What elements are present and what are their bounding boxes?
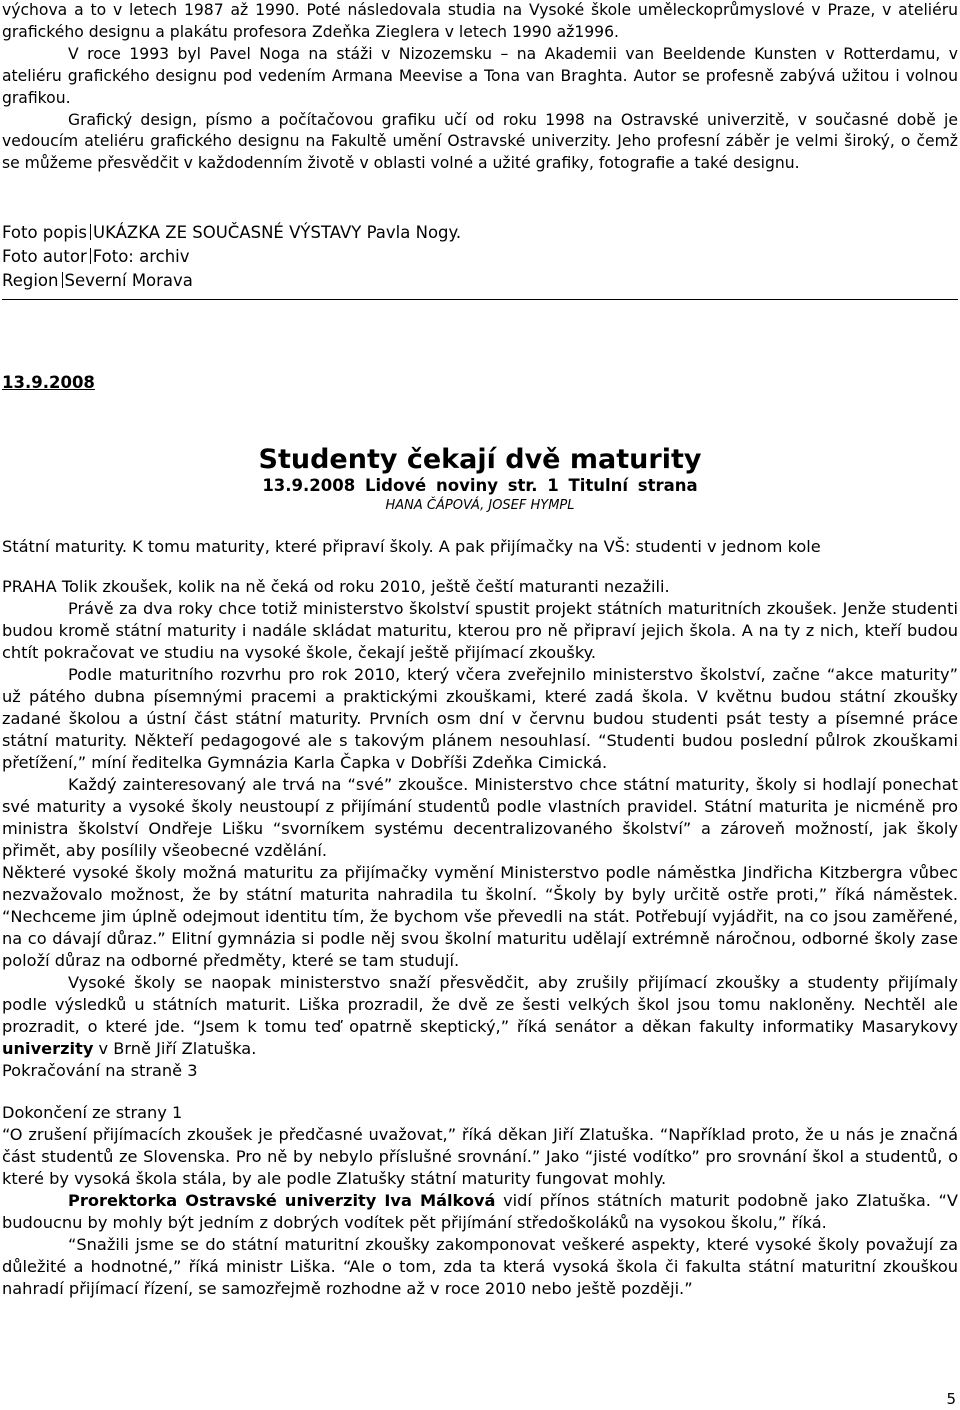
article-date: 13.9.2008 (2, 373, 95, 392)
paragraph: Některé vysoké školy možná maturitu za přijímačky vymění Ministerstvo podle náměstka Jindřicha Kitzbergra vůbec nezvažovalo možnost, že by státní maturita nahradila tu školní. “Školy by byly určitě ostře proti,” říká náměstek. “Nechceme jim úplně odejmout identitu tím, že bychom vše převedli na stát. Potřebují vyjádřit, na co jsou zaměřené, na co dávají důraz.” Elitní gymnázia si podle něj svou školní maturitu udělají extrémně náročnou, odborné školy zase položí důraz na odborné předměty, které se tam studují. (2, 863, 958, 970)
article-body (2, 536, 958, 1300)
paragraph: Právě za dva roky chce totiž ministerstvo školství spustit projekt státních maturitních zkoušek. Jenže studenti budou kromě státní maturity i nadále skládat maturitu, kterou pro ně připraví jejich škola. A na ty z nich, kteří budou chtít pokračovat ve studiu na vysoké škole, čekají ještě přijímací zkoušky. (2, 599, 958, 662)
paragraph: V roce 1993 byl Pavel Noga na stáži v Nizozemsku – na Akademii van Beeldende Kunsten v Rotterdamu, v ateliéru grafického designu pod vedením Armana Meevise a Tona van Braghta. Autor se profesně zabývá užitou i volnou grafikou. (2, 44, 958, 107)
article-lead: Státní maturity. K tomu maturity, které připraví školy. A pak přijímačky na VŠ: studenti v jednom kole (2, 537, 821, 556)
article-source-line: 13.9.2008 Lidové noviny str. 1 Titulní strana (262, 476, 698, 495)
region-label: Region (2, 271, 59, 290)
photo-caption-row (2, 221, 902, 245)
photo-author-value: Foto: archiv (92, 247, 190, 266)
photo-author-row (2, 245, 902, 269)
previous-article-text (2, 0, 958, 175)
bold-text: univerzity (2, 1039, 94, 1058)
paragraph (2, 1190, 958, 1234)
paragraph: Grafický design, písmo a počítačovou grafiku učí od roku 1998 na Ostravské univerzitě, v současné době je vedoucím ateliéru grafického designu na Fakultě umění Ostravské univerzity. Jeho profesní záběr je velmi široký, o čemž se můžeme přesvědčit v každodenním životě v oblasti volné a užité grafiky, fotografie a také designu. (2, 110, 958, 173)
region-row (2, 269, 902, 293)
spacer (2, 1082, 958, 1102)
photo-author-label: Foto autor (2, 247, 87, 266)
paragraph: “Snažili jsme se do státní maturitní zkoušky zakomponovat veškeré aspekty, které vysoké školy považují za důležité a hodnotné,” říká ministr Liška. “Ale o tom, zda ta která vysoká škola či fakulta státní maturitní zkouškou nahradí přijímací řízení, se samozřejmě rozhodne až v roce 2010 nebo ještě později.” (2, 1235, 958, 1298)
continued-note: Pokračování na straně 3 (2, 1061, 198, 1080)
spacer (2, 558, 958, 576)
article-authors: HANA ČÁPOVÁ, JOSEF HYMPL (385, 498, 575, 513)
separator (90, 224, 91, 240)
paragraph: Podle maturitního rozvrhu pro rok 2010, který včera zveřejnilo ministerstvo školství, začne “akce maturity” už pátého dubna písemnými pracemi a praktickými zkouškami, které zadá škola. V květnu budou státní zkoušky zadané školou a ústní část státní maturity. Prvních osm dní v červnu budou studenti psát testy a písemné práce státní maturity. Někteří pedagogové ale s takovým plánem nesouhlasí. “Studenti budou poslední půlrok zkouškami přetížení,” míní ředitelka Gymnázia Karla Čapka v Dobříši Zdeňka Cimická. (2, 665, 958, 772)
photo-caption-value: UKÁZKA ZE SOUČASNÉ VÝSTAVY Pavla Nogy. (93, 223, 462, 242)
paragraph: Každý zainteresovaný ale trvá na “své” zkoušce. Ministerstvo chce státní maturity, školy si hodlají ponechat své maturity a vysoké školy neustoupí z přijímání studentů podle vlastních pravidel. Státní maturita je nicméně pro ministra školství Ondřeje Lišku “svorníkem systému decentralizovaného školství” a zároveň možností, jak školy přimět, aby posílily všeobecné vzdělání. (2, 775, 958, 860)
page-number: 5 (946, 1390, 956, 1408)
paragraph: “O zrušení přijímacích zkoušek je předčasné uvažovat,” říká děkan Jiří Zlatuška. “Například proto, že u nás je značná část studentů ze Slovenska. Pro ně by nebylo příslušné srovnání.” Jako “jisté vodítko” pro srovnání škol a studentů, o které by vysoká škola stála, by ale podle Zlatušky státní maturity fungovat mohly. (2, 1125, 958, 1188)
horizontal-rule (2, 299, 958, 300)
separator (62, 272, 63, 288)
paragraph-text: Vysoké školy se naopak ministerstvo snaží přesvědčit, aby zrušily přijímací zkoušky a studenty přijímaly podle výsledků u státních maturit. Liška prozradil, že dvě ze šesti velkých škol jsou tomu nakloněny. Nechtěl ale prozradit, o které jde. “Jsem k tomu teď opatrně skeptický,” říká senátor a děkan fakulty informatiky Masarykovy (2, 973, 958, 1036)
continuation-note: Dokončení ze strany 1 (2, 1103, 183, 1122)
photo-caption-label: Foto popis (2, 223, 88, 242)
separator (90, 248, 91, 264)
photo-metadata (2, 221, 902, 293)
bold-text: Prorektorka Ostravské univerzity Iva Málková (68, 1191, 496, 1210)
article-title: Studenty čekají dvě maturity (258, 444, 702, 475)
paragraph: PRAHA Tolik zkoušek, kolik na ně čeká od roku 2010, ještě čeští maturanti nezažili. (2, 577, 670, 596)
paragraph: výchova a to v letech 1987 až 1990. Poté následovala studia na Vysoké škole uměleckoprůmyslové v Praze, v ateliéru grafického designu a plakátu profesora Zdeňka Zieglera v letech 1990 až1996. (2, 1, 958, 41)
paragraph-text: vidí přínos státních maturit podobně jako Zlatuška. “V budoucnu by mohly být jedním z dobrých vodítek pět přijímání středoškoláků na vysokou školu,” říká. (2, 1191, 958, 1232)
paragraph-text: v Brně Jiří Zlatuška. (93, 1039, 257, 1058)
paragraph (2, 972, 958, 1060)
region-value: Severní Morava (64, 271, 193, 290)
